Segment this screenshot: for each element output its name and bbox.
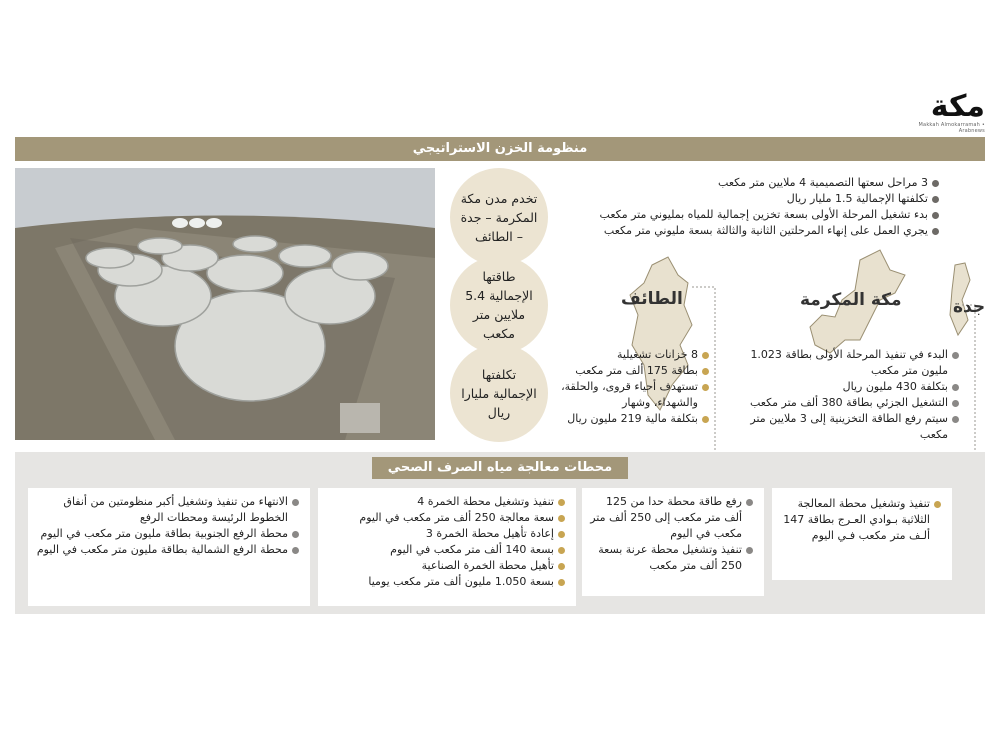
info-circle-capacity: طاقتها الإجمالية 5.4 ملايين متر مكعب (450, 256, 548, 354)
list-item: سعة معالجة 250 ألف متر مكعب في اليوم (322, 510, 566, 526)
jeddah-treatment-box (772, 488, 952, 580)
newspaper-logo (905, 89, 985, 134)
list-item: بسعة 1.050 مليون ألف متر مكعب يوميا (322, 574, 566, 590)
taif-bullet-list (548, 347, 710, 427)
list-item: بتكلفة 430 مليون ريال (730, 379, 960, 395)
list-item: بسعة 140 ألف متر مكعب في اليوم (322, 542, 566, 558)
list-item: 8 خزانات تشغيلية (548, 347, 710, 363)
list-item: تستهدف أحياء قروى، والحلقة، والشهداء، وشهار (548, 379, 710, 411)
list-item: بطاقة 175 ألف متر مكعب (548, 363, 710, 379)
lift-stations-box (28, 488, 310, 606)
list-item: تنفيذ وتشغيل محطة عرنة بسعة 250 ألف متر مكعب (586, 542, 754, 574)
list-item: تنفيذ وتشغيل محطة الخمرة 4 (322, 494, 566, 510)
info-circle-cost: تكلفتها الإجمالية مليارا ريال (450, 344, 548, 442)
makkah-treatment-box (582, 488, 764, 596)
list-item: 3 مراحل سعتها التصميمية 4 ملايين متر مكعب (560, 175, 940, 191)
list-item: محطة الرفع الشمالية بطاقة مليون متر مكعب في اليوم (32, 542, 300, 558)
makkah-title: مكة المكرمة (800, 290, 902, 310)
list-item: التشغيل الجزئي بطاقة 380 ألف متر مكعب (730, 395, 960, 411)
list-item: بتكلفة مالية 219 مليون ريال (548, 411, 710, 427)
list-item: سيتم رفع الطاقة التخزينية إلى 3 ملايين متر مكعب (730, 411, 960, 443)
treatment-banner: محطات معالجة مياه الصرف الصحي (372, 457, 628, 479)
list-item: محطة الرفع الجنوبية بطاقة مليون متر مكعب في اليوم (32, 526, 300, 542)
logo-subtitle: Makkah Almokarramah • Arabnews (918, 122, 985, 134)
list-item: الانتهاء من تنفيذ وتشغيل أكبر منظومتين من أنفاق الخطوط الرئيسة ومحطات الرفع (32, 494, 300, 526)
storage-system-banner: منظومة الخزن الاستراتيجي (15, 137, 985, 161)
list-item: يجري العمل على إنهاء المرحلتين الثانية والثالثة بسعة مليوني متر مكعب (560, 223, 940, 239)
list-item: تأهيل محطة الخمرة الصناعية (322, 558, 566, 574)
khumra-treatment-box (318, 488, 576, 606)
overview-bullet-list (560, 175, 940, 239)
info-circle-cities: تخدم مدن مكة المكرمة – جدة – الطائف (450, 168, 548, 266)
list-item: رفع طاقة محطة حدا من 125 ألف متر مكعب إلى 250 ألف متر مكعب في اليوم (586, 494, 754, 542)
list-item: إعادة تأهيل محطة الخمرة 3 (322, 526, 566, 542)
taif-title: الطائف (621, 289, 683, 309)
list-item: البدء في تنفيذ المرحلة الأولى بطاقة 1.023 مليون متر مكعب (730, 347, 960, 379)
reservoir-aerial-photo (15, 168, 435, 440)
list-item: تنفيذ وتشغيل محطة المعالجة الثلاثية بـوادي العـرج بطاقة 147 ألـف متر مكعب فـي اليوم (772, 496, 942, 544)
list-item: بدء تشغيل المرحلة الأولى بسعة تخزين إجمالية للمياه بمليوني متر مكعب (560, 207, 940, 223)
makkah-bullet-list (730, 347, 960, 443)
reservoir-illustration (15, 168, 435, 440)
logo-mark: مكة (930, 89, 985, 124)
list-item: تكلفتها الإجمالية 1.5 مليار ريال (560, 191, 940, 207)
jeddah-title: جدة (953, 297, 986, 317)
